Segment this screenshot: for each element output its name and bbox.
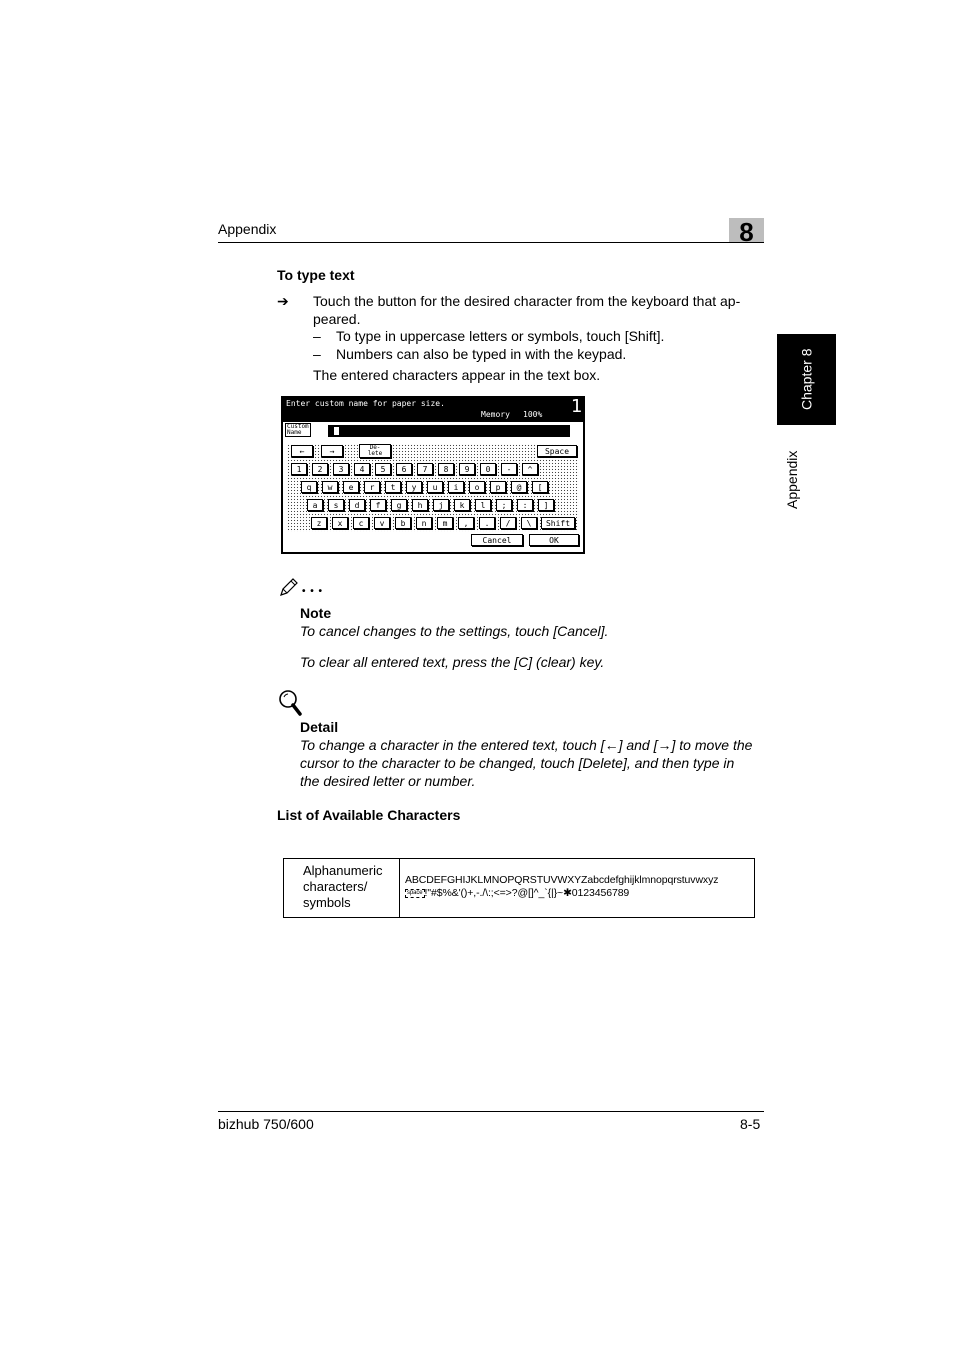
bullet-item: To type in uppercase letters or symbols, touch [Shift].	[336, 328, 665, 344]
key-row1-2[interactable]: 3	[333, 463, 349, 475]
table-chars	[405, 874, 718, 900]
key-row2-4[interactable]: t	[385, 481, 401, 493]
key-row1-7[interactable]: 8	[438, 463, 454, 475]
key-row3-4[interactable]: g	[391, 499, 407, 511]
key-row2-11[interactable]: [	[532, 481, 548, 493]
screen-counter: 1	[571, 396, 583, 417]
field-label-line2: Name	[287, 429, 302, 436]
chars-line2	[405, 887, 718, 900]
key-row1-6[interactable]: 7	[417, 463, 433, 475]
bullet-dash: –	[313, 328, 321, 344]
key-row2-1[interactable]: w	[322, 481, 338, 493]
field-label-line1: Custom	[287, 423, 309, 430]
key-row1-3[interactable]: 4	[354, 463, 370, 475]
cancel-button[interactable]: Cancel	[471, 534, 523, 546]
footer-model: bizhub 750/600	[218, 1116, 314, 1132]
memory-label: Memory	[481, 410, 510, 419]
screen-prompt: Enter custom name for paper size.	[286, 399, 445, 408]
detail-title: Detail	[300, 719, 339, 735]
table-label	[303, 863, 383, 911]
step-text-line2: peared.	[313, 311, 361, 327]
key-row4-0[interactable]: z	[311, 517, 327, 529]
key-row4-10[interactable]: \	[521, 517, 537, 529]
key-row3-5[interactable]: h	[412, 499, 428, 511]
section-heading: To type text	[277, 267, 355, 283]
key-row2-5[interactable]: y	[406, 481, 422, 493]
text-cursor	[334, 427, 339, 435]
memory-value: 100%	[523, 410, 543, 419]
key-row2-9[interactable]: p	[490, 481, 506, 493]
key-row1-10[interactable]: -	[501, 463, 517, 475]
key-row3-2[interactable]: d	[349, 499, 365, 511]
left-arrow-key[interactable]: ←	[291, 445, 313, 457]
footer-rule	[218, 1111, 764, 1112]
key-row4-6[interactable]: m	[437, 517, 453, 529]
keyboard-area	[287, 444, 579, 532]
key-row4-7[interactable]: ,	[458, 517, 474, 529]
table-divider	[399, 859, 400, 917]
detail-line3: the desired letter or number.	[300, 773, 476, 789]
key-row3-1[interactable]: s	[328, 499, 344, 511]
name-input[interactable]	[328, 425, 570, 437]
key-row2-3[interactable]: r	[364, 481, 380, 493]
space-key[interactable]: Space	[537, 445, 577, 457]
ok-button[interactable]: OK	[529, 534, 579, 546]
side-tab-chapter: Chapter 8	[798, 348, 815, 411]
key-row3-11[interactable]: ]	[538, 499, 554, 511]
footer-page: 8-5	[740, 1116, 761, 1132]
key-row3-6[interactable]: j	[433, 499, 449, 511]
right-arrow-key[interactable]: →	[321, 445, 343, 457]
key-row4-8[interactable]: .	[479, 517, 495, 529]
touch-panel-screenshot	[281, 396, 585, 554]
key-row3-7[interactable]: k	[454, 499, 470, 511]
key-row4-9[interactable]: /	[500, 517, 516, 529]
table-label-line2: characters/	[303, 879, 368, 894]
running-header: Appendix	[218, 221, 277, 237]
header-rule	[218, 242, 764, 243]
delete-key[interactable]	[359, 444, 391, 458]
key-row4-5[interactable]: n	[416, 517, 432, 529]
key-row2-8[interactable]: o	[469, 481, 485, 493]
key-row4-3[interactable]: v	[374, 517, 390, 529]
key-row3-3[interactable]: f	[370, 499, 386, 511]
key-row2-10[interactable]: @	[511, 481, 527, 493]
note-line2: To clear all entered text, press the [C] (clear) key.	[300, 654, 605, 670]
key-row1-8[interactable]: 9	[459, 463, 475, 475]
delete-key-line1: De-	[369, 444, 381, 451]
key-row2-6[interactable]: u	[427, 481, 443, 493]
shift-key[interactable]: Shift	[541, 517, 575, 529]
step-arrow: ➔	[277, 293, 289, 309]
pencil-icon	[278, 576, 302, 603]
space-symbol: space	[407, 889, 423, 896]
key-row1-4[interactable]: 5	[375, 463, 391, 475]
key-row1-5[interactable]: 6	[396, 463, 412, 475]
key-row2-7[interactable]: i	[448, 481, 464, 493]
list-heading: List of Available Characters	[277, 807, 461, 823]
step-text-line1: Touch the button for the desired character from the keyboard that ap-	[313, 293, 741, 309]
key-row4-1[interactable]: x	[332, 517, 348, 529]
key-row4-2[interactable]: c	[353, 517, 369, 529]
note-dots: • • •	[302, 586, 324, 597]
chars-line1: ABCDEFGHIJKLMNOPQRSTUVWXYZabcdefghijklmnopqrstuvwxyz	[405, 874, 719, 886]
magnifier-icon	[278, 689, 304, 722]
table-label-line1: Alphanumeric	[303, 863, 383, 878]
bullet-dash: –	[313, 346, 321, 362]
note-line1: To cancel changes to the settings, touch [Cancel].	[300, 623, 609, 639]
key-row3-10[interactable]: :	[517, 499, 533, 511]
screen-title-bar	[281, 396, 585, 422]
characters-table	[283, 858, 755, 918]
key-row1-1[interactable]: 2	[312, 463, 328, 475]
side-tab-section: Appendix	[784, 450, 800, 510]
chars-line2-text: !"#$%&'()+,-./\:;<=>?@[]^_`{|}~✱0123456789	[424, 887, 630, 899]
key-row2-0[interactable]: q	[301, 481, 317, 493]
screen-body	[283, 422, 583, 552]
key-row3-0[interactable]: a	[307, 499, 323, 511]
table-label-line3: symbols	[303, 895, 351, 910]
key-row3-8[interactable]: l	[475, 499, 491, 511]
field-label	[285, 423, 311, 437]
bullet-item: Numbers can also be typed in with the keypad.	[336, 346, 627, 362]
note-title: Note	[300, 605, 332, 621]
key-row4-4[interactable]: b	[395, 517, 411, 529]
key-row2-2[interactable]: e	[343, 481, 359, 493]
key-row1-0[interactable]: 1	[291, 463, 307, 475]
delete-key-line2: lete	[367, 450, 383, 457]
result-text: The entered characters appear in the text box.	[313, 367, 601, 383]
detail-line2: cursor to the character to be changed, touch [Delete], and then type in	[300, 755, 735, 771]
detail-line1: To change a character in the entered text, touch [←] and [→] to move the	[300, 737, 753, 753]
key-row3-9[interactable]: ;	[496, 499, 512, 511]
key-row1-9[interactable]: 0	[480, 463, 496, 475]
chapter-number: 8	[739, 217, 754, 247]
key-row1-11[interactable]: ^	[522, 463, 538, 475]
